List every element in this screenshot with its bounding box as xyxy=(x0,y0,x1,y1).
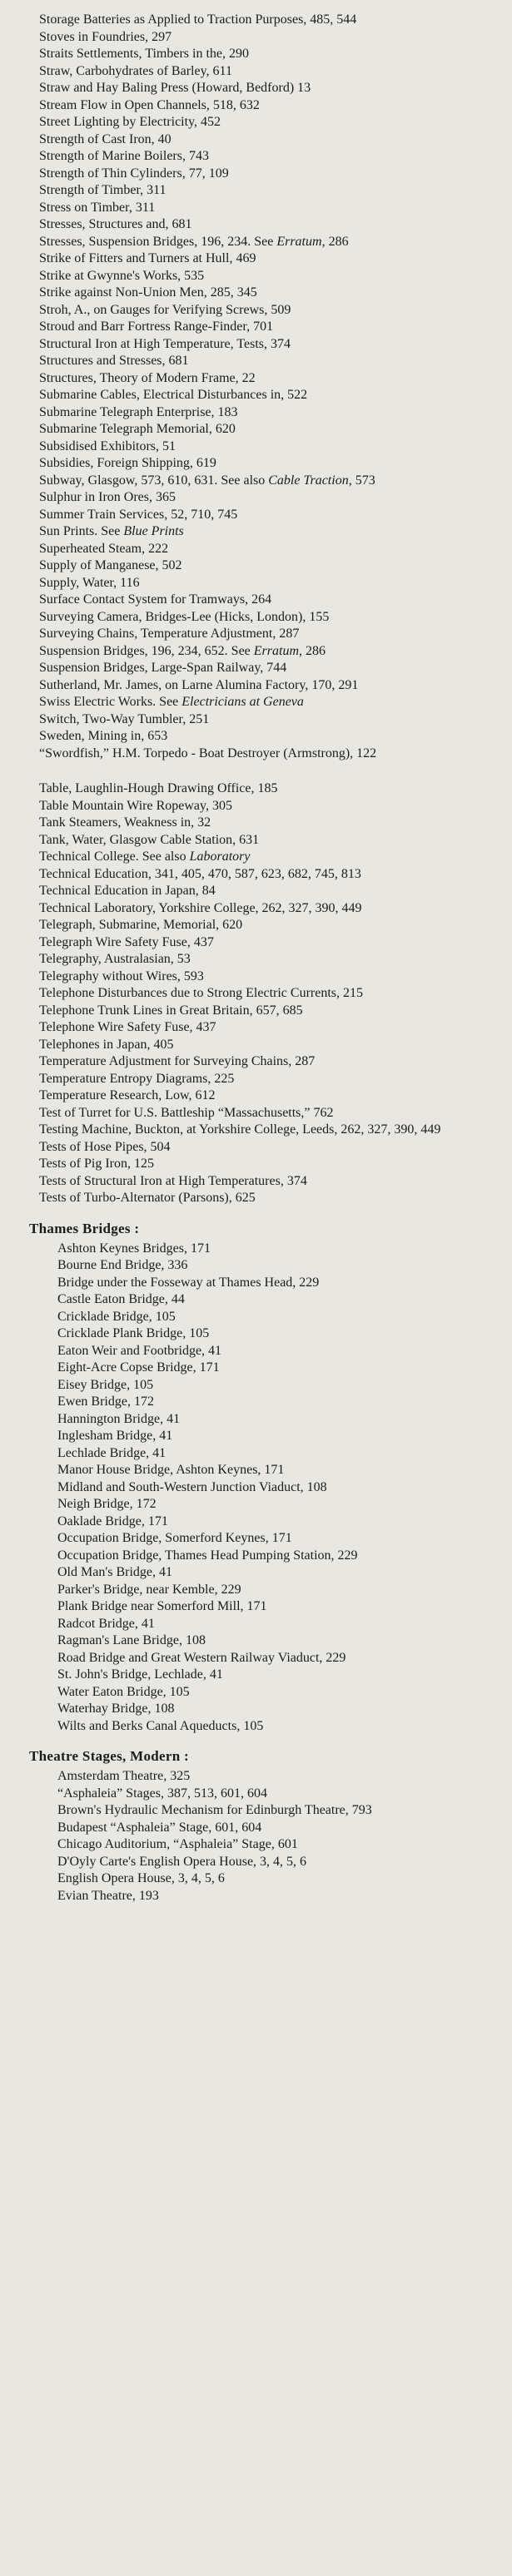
index-entry xyxy=(11,1564,452,1581)
entry-text: Road Bridge and Great Western Railway Viaduct, 229 xyxy=(57,1650,346,1665)
entry-text: Midland and South-Western Junction Viaduct, 108 xyxy=(57,1479,327,1494)
entry-text: Tank Steamers, Weakness in, 32 xyxy=(39,815,211,830)
entry-text: Bridge under the Fosseway at Thames Head, 229 xyxy=(57,1275,320,1290)
index-entry xyxy=(11,1888,452,1905)
entry-text: Surface Contact System for Tramways, 264 xyxy=(39,592,272,607)
index-entry xyxy=(11,934,452,951)
index-entry xyxy=(11,302,452,319)
index-entry xyxy=(11,1428,452,1444)
entry-text: Chicago Auditorium, “Asphaleia” Stage, 601 xyxy=(57,1837,298,1851)
index-entry xyxy=(11,234,452,250)
entry-text: Testing Machine, Buckton, at Yorkshire College, Leeds, 262, 327, 390, 449 xyxy=(39,1122,441,1137)
index-entry xyxy=(11,1377,452,1394)
entry-cross-reference: Laboratory xyxy=(189,850,251,864)
index-entry xyxy=(11,1156,452,1172)
entry-text: Brown's Hydraulic Mechanism for Edinburgh Theatre, 793 xyxy=(57,1803,372,1817)
index-entry xyxy=(11,1241,452,1257)
index-entry xyxy=(11,1870,452,1887)
index-entries-t xyxy=(0,780,512,1206)
entry-text: “Asphaleia” Stages, 387, 513, 601, 604 xyxy=(57,1786,267,1801)
entry-text: Bourne End Bridge, 336 xyxy=(57,1258,188,1272)
index-entry xyxy=(11,1139,452,1156)
entry-text: Parker's Bridge, near Kemble, 229 xyxy=(57,1582,241,1597)
entry-text: Strength of Marine Boilers, 743 xyxy=(39,149,209,163)
index-entry xyxy=(11,815,452,831)
index-entry xyxy=(11,80,452,97)
index-entry xyxy=(11,541,452,557)
index-entry xyxy=(11,1053,452,1070)
index-entry xyxy=(11,1786,452,1802)
entry-text: Water Eaton Bridge, 105 xyxy=(57,1684,190,1699)
entry-text: Sutherland, Mr. James, on Larne Alumina Factory, 170, 291 xyxy=(39,677,359,692)
entry-text: Technical College. See also xyxy=(39,850,190,864)
entry-text: Storage Batteries as Applied to Traction Purposes, 485, 544 xyxy=(39,12,357,27)
entry-text: Table Mountain Wire Ropeway, 305 xyxy=(39,798,232,813)
entry-text: Cricklade Bridge, 105 xyxy=(57,1309,176,1324)
entry-text: Technical Education, 341, 405, 470, 587, 623, 682, 745, 813 xyxy=(39,866,361,881)
index-entry xyxy=(11,1087,452,1104)
entry-text: D'Oyly Carte's English Opera House, 3, 4, 5, 6 xyxy=(57,1854,307,1869)
index-entry xyxy=(11,1257,452,1274)
entry-text: Amsterdam Theatre, 325 xyxy=(57,1769,191,1783)
index-entry xyxy=(11,182,452,199)
entry-text: Stroh, A., on Gauges for Verifying Screws, 509 xyxy=(39,302,291,317)
index-entry xyxy=(11,1684,452,1701)
index-entry xyxy=(11,1530,452,1547)
index-entry xyxy=(11,1071,452,1087)
index-entry xyxy=(11,1582,452,1598)
index-entry xyxy=(11,1275,452,1291)
entry-text: Old Man's Bridge, 41 xyxy=(57,1565,172,1579)
index-entry xyxy=(11,592,452,608)
entry-text: St. John's Bridge, Lechlade, 41 xyxy=(57,1667,223,1682)
entry-text: Tests of Pig Iron, 125 xyxy=(39,1157,154,1171)
theatre-stages-heading: Theatre Stages, Modern : xyxy=(29,1748,189,1764)
index-entry xyxy=(11,131,452,148)
index-entry xyxy=(11,746,452,762)
entry-text: Evian Theatre, 193 xyxy=(57,1888,159,1903)
index-entry xyxy=(11,216,452,233)
index-entry xyxy=(11,900,452,917)
entry-text: Temperature Entropy Diagrams, 225 xyxy=(39,1071,235,1086)
index-entry xyxy=(11,523,452,540)
index-entry xyxy=(11,951,452,968)
entry-text: Strength of Timber, 311 xyxy=(39,183,167,197)
index-entry xyxy=(11,1768,452,1785)
entry-text: Wilts and Berks Canal Aqueducts, 105 xyxy=(57,1718,264,1733)
entry-text: Subsidies, Foreign Shipping, 619 xyxy=(39,456,216,470)
entry-cross-reference: Blue Prints xyxy=(123,524,184,538)
entry-text: Technical Education in Japan, 84 xyxy=(39,884,216,898)
index-entry xyxy=(11,626,452,642)
index-entry xyxy=(11,1701,452,1717)
index-entry xyxy=(11,166,452,182)
entry-text: Eight-Acre Copse Bridge, 171 xyxy=(57,1360,220,1375)
index-entry xyxy=(11,12,452,28)
entry-text: Tests of Turbo-Alternator (Parsons), 625 xyxy=(39,1191,256,1205)
index-entry xyxy=(11,1836,452,1853)
index-entry xyxy=(11,387,452,404)
entry-text: Stream Flow in Open Channels, 518, 632 xyxy=(39,97,260,112)
index-entry xyxy=(11,557,452,574)
index-entry xyxy=(11,883,452,899)
thames-bridges-list xyxy=(0,1241,512,1735)
index-entry xyxy=(11,63,452,80)
entry-text: Strike against Non-Union Men, 285, 345 xyxy=(39,285,257,300)
index-entry xyxy=(11,1513,452,1530)
entry-text: Suspension Bridges, Large-Span Railway, 744 xyxy=(39,661,287,675)
index-entry xyxy=(11,677,452,694)
entry-text: Manor House Bridge, Ashton Keynes, 171 xyxy=(57,1463,285,1477)
theatre-stages-list xyxy=(0,1768,512,1904)
index-entry xyxy=(11,1667,452,1683)
index-entry xyxy=(11,1394,452,1410)
entry-cross-reference: Electricians at Geneva xyxy=(181,695,304,709)
index-entry xyxy=(11,1105,452,1122)
entry-text: Submarine Cables, Electrical Disturbances in, 522 xyxy=(39,388,308,402)
index-entry xyxy=(11,1037,452,1053)
entry-text: Submarine Telegraph Enterprise, 183 xyxy=(39,404,238,419)
index-entry xyxy=(11,1802,452,1819)
entry-text: Telegraphy without Wires, 593 xyxy=(39,968,204,983)
entry-text: Telegraph, Submarine, Memorial, 620 xyxy=(39,918,243,932)
entry-text: Neigh Bridge, 172 xyxy=(57,1497,157,1511)
index-entry xyxy=(11,1291,452,1308)
index-entry xyxy=(11,728,452,745)
index-entry xyxy=(11,114,452,131)
entry-text: Tank, Water, Glasgow Cable Station, 631 xyxy=(39,832,260,847)
entry-text: Structural Iron at High Temperature, Tests, 374 xyxy=(39,336,291,351)
index-entry xyxy=(11,507,452,523)
section-gap xyxy=(0,762,512,780)
entry-text: Supply, Water, 116 xyxy=(39,575,140,590)
entry-text: Cricklade Plank Bridge, 105 xyxy=(57,1326,210,1340)
index-entry xyxy=(11,1820,452,1836)
index-entry xyxy=(11,1616,452,1632)
index-entry xyxy=(11,1325,452,1342)
index-entry xyxy=(11,319,452,335)
entry-page-ref: , 573 xyxy=(348,473,375,488)
entry-text: Telephones in Japan, 405 xyxy=(39,1037,174,1052)
index-entry xyxy=(11,438,452,455)
index-entry xyxy=(11,473,452,489)
entry-text: Stresses, Suspension Bridges, 196, 234. See xyxy=(39,234,277,249)
entry-text: Plank Bridge near Somerford Mill, 171 xyxy=(57,1599,267,1613)
entry-text: Stresses, Structures and, 681 xyxy=(39,217,192,231)
index-entry xyxy=(11,29,452,46)
entry-text: Test of Turret for U.S. Battleship “Massachusetts,” 762 xyxy=(39,1105,334,1120)
entry-text: Sweden, Mining in, 653 xyxy=(39,729,168,743)
entry-text: Supply of Manganese, 502 xyxy=(39,558,182,572)
entry-text: Lechlade Bridge, 41 xyxy=(57,1445,167,1460)
entry-text: Telephone Disturbances due to Strong Electric Currents, 215 xyxy=(39,986,363,1000)
entry-text: Ragman's Lane Bridge, 108 xyxy=(57,1633,206,1647)
entry-text: Straits Settlements, Timbers in the, 290 xyxy=(39,47,250,61)
index-entries-s xyxy=(0,12,512,761)
index-entry xyxy=(11,1190,452,1206)
entry-text: Occupation Bridge, Thames Head Pumping Station, 229 xyxy=(57,1548,358,1563)
entry-text: Sulphur in Iron Ores, 365 xyxy=(39,490,176,504)
index-entry xyxy=(11,489,452,506)
index-entry xyxy=(11,660,452,676)
entry-text: Hannington Bridge, 41 xyxy=(57,1411,181,1426)
index-entry xyxy=(11,1548,452,1564)
entry-text: Waterhay Bridge, 108 xyxy=(57,1702,175,1716)
entry-page-ref: , 286 xyxy=(299,643,326,658)
index-entry xyxy=(11,1462,452,1479)
index-entry xyxy=(11,285,452,301)
entry-text: Stoves in Foundries, 297 xyxy=(39,29,172,44)
index-entry xyxy=(11,694,452,711)
index-entry xyxy=(11,1309,452,1325)
index-entry xyxy=(11,370,452,387)
entry-text: Temperature Research, Low, 612 xyxy=(39,1088,216,1102)
index-entry xyxy=(11,1598,452,1615)
entry-text: Stroud and Barr Fortress Range-Finder, 701 xyxy=(39,320,274,334)
entry-text: Eaton Weir and Footbridge, 41 xyxy=(57,1343,222,1358)
entry-text: Strength of Cast Iron, 40 xyxy=(39,131,171,146)
index-entry xyxy=(11,609,452,626)
entry-text: Strength of Thin Cylinders, 77, 109 xyxy=(39,166,229,181)
entry-text: Street Lighting by Electricity, 452 xyxy=(39,115,221,129)
index-entry xyxy=(11,1122,452,1138)
entry-text: English Opera House, 3, 4, 5, 6 xyxy=(57,1871,225,1885)
entry-text: Telephone Wire Safety Fuse, 437 xyxy=(39,1020,216,1034)
index-entry xyxy=(11,866,452,883)
entry-text: Swiss Electric Works. See xyxy=(39,695,182,709)
entry-text: Strike at Gwynne's Works, 535 xyxy=(39,268,205,283)
entry-text: Straw and Hay Baling Press (Howard, Bedford) 13 xyxy=(39,81,311,95)
index-entry xyxy=(11,421,452,438)
entry-text: Summer Train Services, 52, 710, 745 xyxy=(39,507,238,522)
index-entry xyxy=(11,1003,452,1019)
entry-text: Surveying Camera, Bridges-Lee (Hicks, London), 155 xyxy=(39,609,330,624)
index-entry xyxy=(11,643,452,660)
index-entry xyxy=(11,711,452,728)
entry-text: Structures and Stresses, 681 xyxy=(39,354,189,368)
entry-text: Straw, Carbohydrates of Barley, 611 xyxy=(39,63,232,78)
entry-text: Strike of Fitters and Turners at Hull, 469 xyxy=(39,251,256,265)
index-entry xyxy=(11,968,452,985)
index-entry xyxy=(11,798,452,815)
entry-text: Submarine Telegraph Memorial, 620 xyxy=(39,422,236,436)
entry-cross-reference: Erratum xyxy=(276,234,322,249)
index-entry xyxy=(11,849,452,865)
entry-text: “Swordfish,” H.M. Torpedo - Boat Destroyer (Armstrong), 122 xyxy=(39,746,377,760)
index-entry xyxy=(11,1496,452,1513)
index-entry xyxy=(11,1445,452,1462)
index-entry xyxy=(11,353,452,369)
index-entry xyxy=(11,1019,452,1036)
index-entry xyxy=(11,1360,452,1376)
entry-text: Stress on Timber, 311 xyxy=(39,200,156,215)
entry-text: Budapest “Asphaleia” Stage, 601, 604 xyxy=(57,1820,262,1835)
entry-text: Sun Prints. See xyxy=(39,524,124,538)
entry-text: Structures, Theory of Modern Frame, 22 xyxy=(39,370,256,385)
entry-cross-reference: Cable Traction xyxy=(268,473,349,488)
index-entry xyxy=(11,97,452,114)
entry-text: Castle Eaton Bridge, 44 xyxy=(57,1292,185,1306)
entry-text: Table, Laughlin-Hough Drawing Office, 185 xyxy=(39,781,278,795)
index-entry xyxy=(11,575,452,592)
entry-text: Ewen Bridge, 172 xyxy=(57,1395,154,1409)
index-entry xyxy=(11,336,452,353)
index-entry xyxy=(11,1718,452,1735)
index-entry xyxy=(11,985,452,1002)
entry-text: Ashton Keynes Bridges, 171 xyxy=(57,1241,211,1256)
entry-text: Telephone Trunk Lines in Great Britain, 657, 685 xyxy=(39,1003,303,1018)
entry-text: Telegraph Wire Safety Fuse, 437 xyxy=(39,934,214,949)
entry-text: Eisey Bridge, 105 xyxy=(57,1377,154,1392)
index-entry xyxy=(11,832,452,849)
entry-page-ref: , 286 xyxy=(321,234,349,249)
entry-text: Subway, Glasgow, 573, 610, 631. See also xyxy=(39,473,269,488)
entry-text: Tests of Structural Iron at High Temperatures, 374 xyxy=(39,1173,307,1188)
index-entry xyxy=(11,1854,452,1870)
entry-text: Occupation Bridge, Somerford Keynes, 171 xyxy=(57,1531,292,1545)
entry-text: Oaklade Bridge, 171 xyxy=(57,1513,168,1528)
entry-text: Temperature Adjustment for Surveying Chains, 287 xyxy=(39,1054,316,1068)
index-entry xyxy=(11,268,452,285)
index-entry xyxy=(11,46,452,62)
index-entry xyxy=(11,455,452,472)
index-entry xyxy=(11,1650,452,1667)
index-entry xyxy=(11,404,452,421)
index-entry xyxy=(11,780,452,797)
entry-text: Telegraphy, Australasian, 53 xyxy=(39,952,191,966)
index-entry xyxy=(11,1343,452,1360)
entry-text: Suspension Bridges, 196, 234, 652. See xyxy=(39,643,254,658)
index-entry xyxy=(11,1411,452,1428)
entry-text: Radcot Bridge, 41 xyxy=(57,1616,155,1631)
index-entry xyxy=(11,917,452,934)
index-entry xyxy=(11,1173,452,1190)
entry-text: Superheated Steam, 222 xyxy=(39,541,169,556)
index-entry xyxy=(11,1632,452,1649)
entry-text: Inglesham Bridge, 41 xyxy=(57,1429,173,1443)
entry-text: Subsidised Exhibitors, 51 xyxy=(39,438,176,453)
index-entry xyxy=(11,148,452,165)
entry-text: Tests of Hose Pipes, 504 xyxy=(39,1139,171,1154)
entry-text: Switch, Two-Way Tumbler, 251 xyxy=(39,711,210,726)
index-entry xyxy=(11,1479,452,1496)
entry-cross-reference: Erratum xyxy=(253,643,300,658)
index-entry xyxy=(11,200,452,216)
entry-text: Technical Laboratory, Yorkshire College, 262, 327, 390, 449 xyxy=(39,900,362,915)
thames-bridges-heading: Thames Bridges : xyxy=(29,1220,140,1236)
index-entry xyxy=(11,250,452,267)
entry-text: Surveying Chains, Temperature Adjustment, 287 xyxy=(39,627,300,641)
